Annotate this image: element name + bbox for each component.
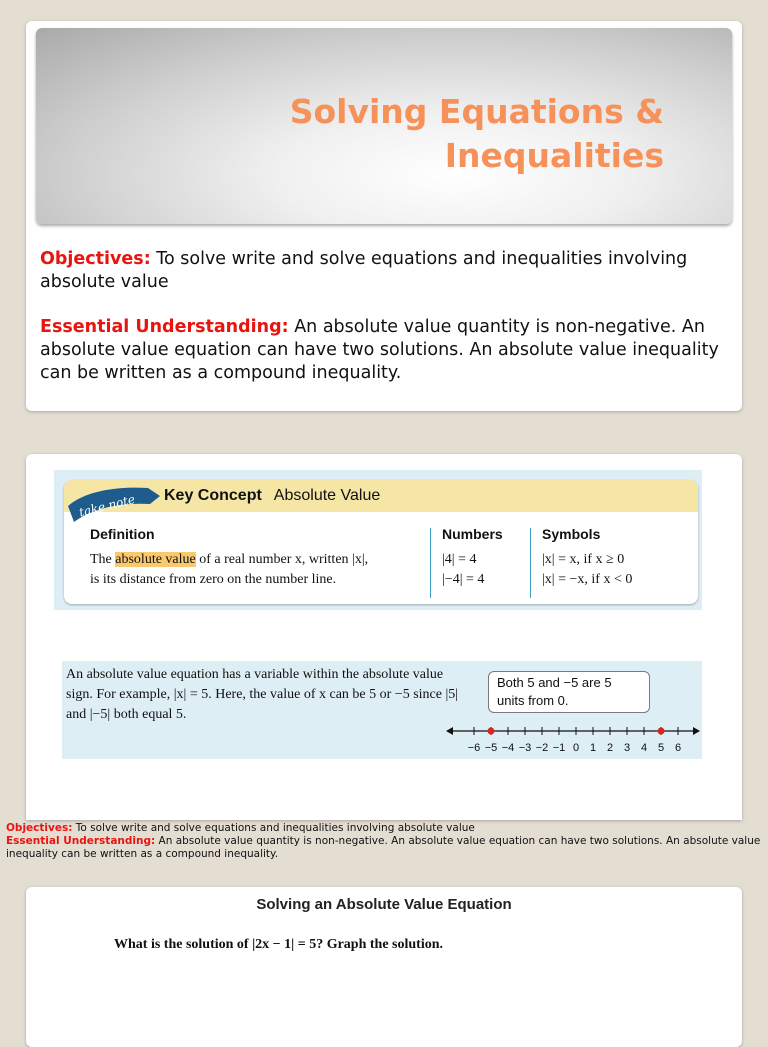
- key-concept-box: [54, 470, 702, 610]
- key-concept-label: Key Concept: [164, 487, 262, 504]
- definition-line-1: [90, 550, 430, 570]
- objectives-text: To solve write and solve equations and inequalities involving absolute value: [40, 249, 688, 292]
- number-line-label: −6: [467, 742, 481, 754]
- number-line-label: 3: [623, 742, 631, 754]
- symbols-heading: Symbols: [542, 526, 601, 542]
- slide3-question: What is the solution of |2x − 1| = 5? Graph the solution.: [114, 937, 443, 952]
- symbols-column: [542, 524, 692, 590]
- slide-body: [40, 248, 720, 407]
- key-concept-panel: [64, 480, 698, 604]
- concept-name: Absolute Value: [273, 487, 381, 504]
- callout-bubble: Both 5 and −5 are 5 units from 0.: [488, 671, 650, 713]
- numbers-heading: Numbers: [442, 526, 503, 542]
- number-line-label: 1: [589, 742, 597, 754]
- symbols-line-1: |x| = x, if x ≥ 0: [542, 552, 625, 567]
- number-line-point: [658, 728, 665, 735]
- caption-essential-understanding: [6, 835, 768, 861]
- slide3-title: Solving an Absolute Value Equation: [256, 896, 512, 913]
- slide-solving-example: [26, 887, 742, 1047]
- essential-understanding-text: An absolute value quantity is non-negative. An absolute value equation can have two solutions. An absolute value inequality can be written as a compound inequality.: [40, 317, 719, 383]
- column-divider: [430, 528, 431, 598]
- definition-heading: Definition: [90, 526, 155, 542]
- number-line-arrow-left: [446, 727, 453, 735]
- objectives-label: Objectives:: [40, 249, 151, 269]
- title-line-1: Solving Equations &: [289, 92, 664, 131]
- number-line-label: −3: [518, 742, 532, 754]
- definition-pre: The: [90, 552, 116, 567]
- slide-title: [144, 90, 664, 178]
- numbers-column: [442, 524, 532, 590]
- number-line-label: −5: [484, 742, 498, 754]
- take-note-label: take note: [77, 492, 137, 520]
- number-line-label: 6: [674, 742, 682, 754]
- example-box: [62, 661, 702, 759]
- definition-column: [90, 524, 430, 590]
- take-note-flag-icon: [66, 480, 162, 524]
- caption-objectives-text: To solve write and solve equations and inequalities involving absolute value: [72, 822, 475, 834]
- caption-eu-text: An absolute value quantity is non-negative. An absolute value equation can have two solutions. An absolute value inequality can be written as a compound inequality.: [6, 835, 761, 860]
- number-line-label: −2: [535, 742, 549, 754]
- definition-post: of a real number x, written |x|,: [195, 552, 369, 567]
- example-text: An absolute value equation has a variable within the absolute value sign. For example, |x| = 5. Here, the value of x can be 5 or −5 since |5| and |−5| both equal 5.: [66, 667, 459, 722]
- number-line-label: 2: [606, 742, 614, 754]
- numbers-line-1: |4| = 4: [442, 552, 477, 567]
- caption-objectives-label: Objectives:: [6, 822, 73, 834]
- column-divider: [530, 528, 531, 598]
- essential-understanding-label: Essential Understanding:: [40, 317, 289, 337]
- number-line-label: 0: [572, 742, 580, 754]
- essential-understanding-paragraph: [40, 316, 720, 385]
- title-banner: [36, 28, 732, 224]
- key-concept-title: [164, 487, 380, 505]
- number-line-arrow-right: [693, 727, 700, 735]
- number-line: [442, 717, 702, 757]
- definition-highlight: absolute value: [115, 552, 196, 567]
- number-line-point: [488, 728, 495, 735]
- number-line-label: −1: [552, 742, 566, 754]
- number-line-label: 4: [640, 742, 648, 754]
- caption: [0, 822, 768, 861]
- slide-key-concept: [26, 454, 742, 820]
- number-line-label: −4: [501, 742, 515, 754]
- symbols-line-2: |x| = −x, if x < 0: [542, 572, 633, 587]
- objectives-paragraph: [40, 248, 720, 294]
- caption-objectives: [6, 822, 768, 835]
- numbers-line-2: |−4| = 4: [442, 572, 485, 587]
- number-line-label: 5: [657, 742, 665, 754]
- title-line-2: Inequalities: [444, 136, 664, 175]
- caption-eu-label: Essential Understanding:: [6, 835, 156, 847]
- definition-line-2: is its distance from zero on the number line.: [90, 572, 337, 587]
- slide-objectives: [26, 21, 742, 411]
